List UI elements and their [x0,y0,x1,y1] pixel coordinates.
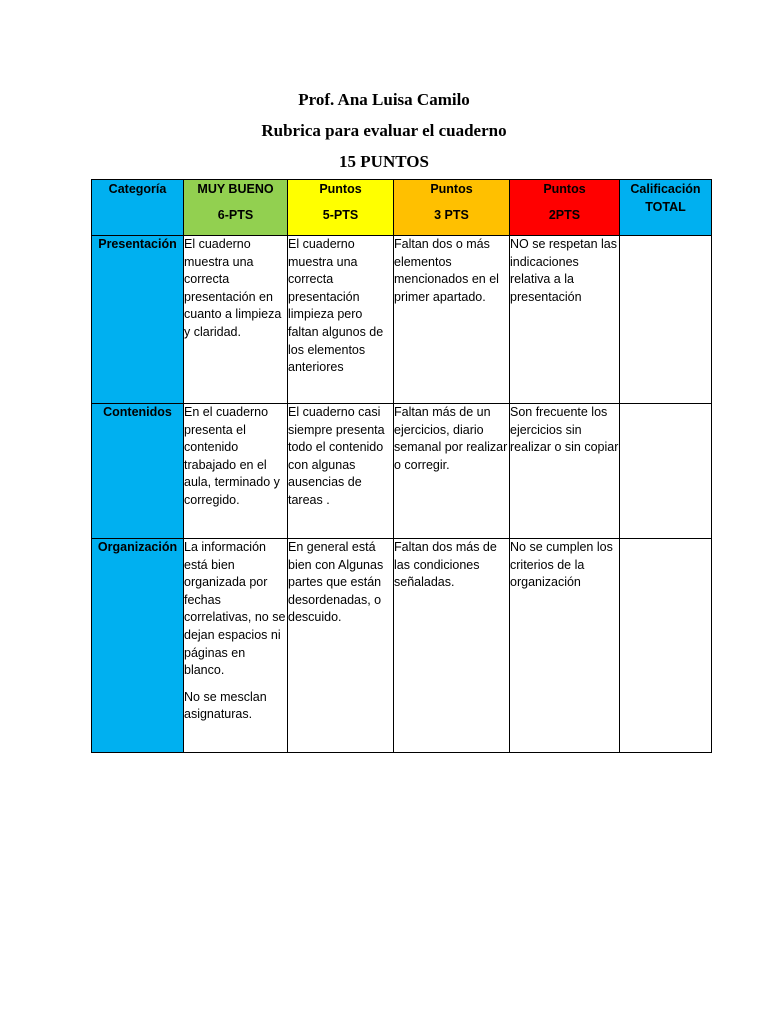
total-score-cell [620,404,712,539]
rubric-cell-5-pts: El cuaderno casi siempre presenta todo el contenido con algunas ausencias de tareas . [288,404,394,539]
table-row [92,236,712,404]
rubric-cell-5-pts: En general está bien con Algunas partes que están desordenadas, o descuido. [288,539,394,753]
rubric-cell-2-pts: No se cumplen los criterios de la organización [510,539,620,753]
category-cell: Contenidos [92,404,184,539]
professor-name: Prof. Ana Luisa Camilo [298,90,470,109]
category-cell: Presentación [92,236,184,404]
total-points: 15 PUNTOS [339,152,429,171]
header-puntos-5: Puntos 5-PTS [288,180,394,236]
rubric-cell-2-pts: NO se respetan las indicaciones relativa a la presentación [510,236,620,404]
table-row [92,539,712,753]
rubric-cell-muy-bueno: La información está bien organizada por fechas correlativas, no se dejan espacios ni páginas en blanco. No se mesclan asignaturas. [184,539,288,753]
category-cell: Organización [92,539,184,753]
document-header [0,84,768,177]
rubric-cell-3-pts: Faltan dos o más elementos mencionados en el primer apartado. [394,236,510,404]
total-score-cell [620,236,712,404]
rubric-cell-2-pts: Son frecuente los ejercicios sin realizar o sin copiar [510,404,620,539]
rubric-cell-muy-bueno: El cuaderno muestra una correcta presentación en cuanto a limpieza y claridad. [184,236,288,404]
rubric-cell-3-pts: Faltan dos más de las condiciones señaladas. [394,539,510,753]
header-row [92,180,712,236]
header-muy-bueno: MUY BUENO 6-PTS [184,180,288,236]
rubric-table [91,179,712,753]
header-categoria: Categoría [92,180,184,236]
rubric-title: Rubrica para evaluar el cuaderno [261,121,507,140]
rubric-cell-3-pts: Faltan más de un ejercicios, diario semanal por realizar o corregir. [394,404,510,539]
header-puntos-3: Puntos 3 PTS [394,180,510,236]
total-score-cell [620,539,712,753]
table-row [92,404,712,539]
rubric-cell-5-pts: El cuaderno muestra una correcta presentación limpieza pero faltan algunos de los elementos anteriores [288,236,394,404]
header-puntos-2: Puntos 2PTS [510,180,620,236]
header-calificacion-total: Calificación TOTAL [620,180,712,236]
rubric-cell-muy-bueno: En el cuaderno presenta el contenido trabajado en el aula, terminado y corregido. [184,404,288,539]
